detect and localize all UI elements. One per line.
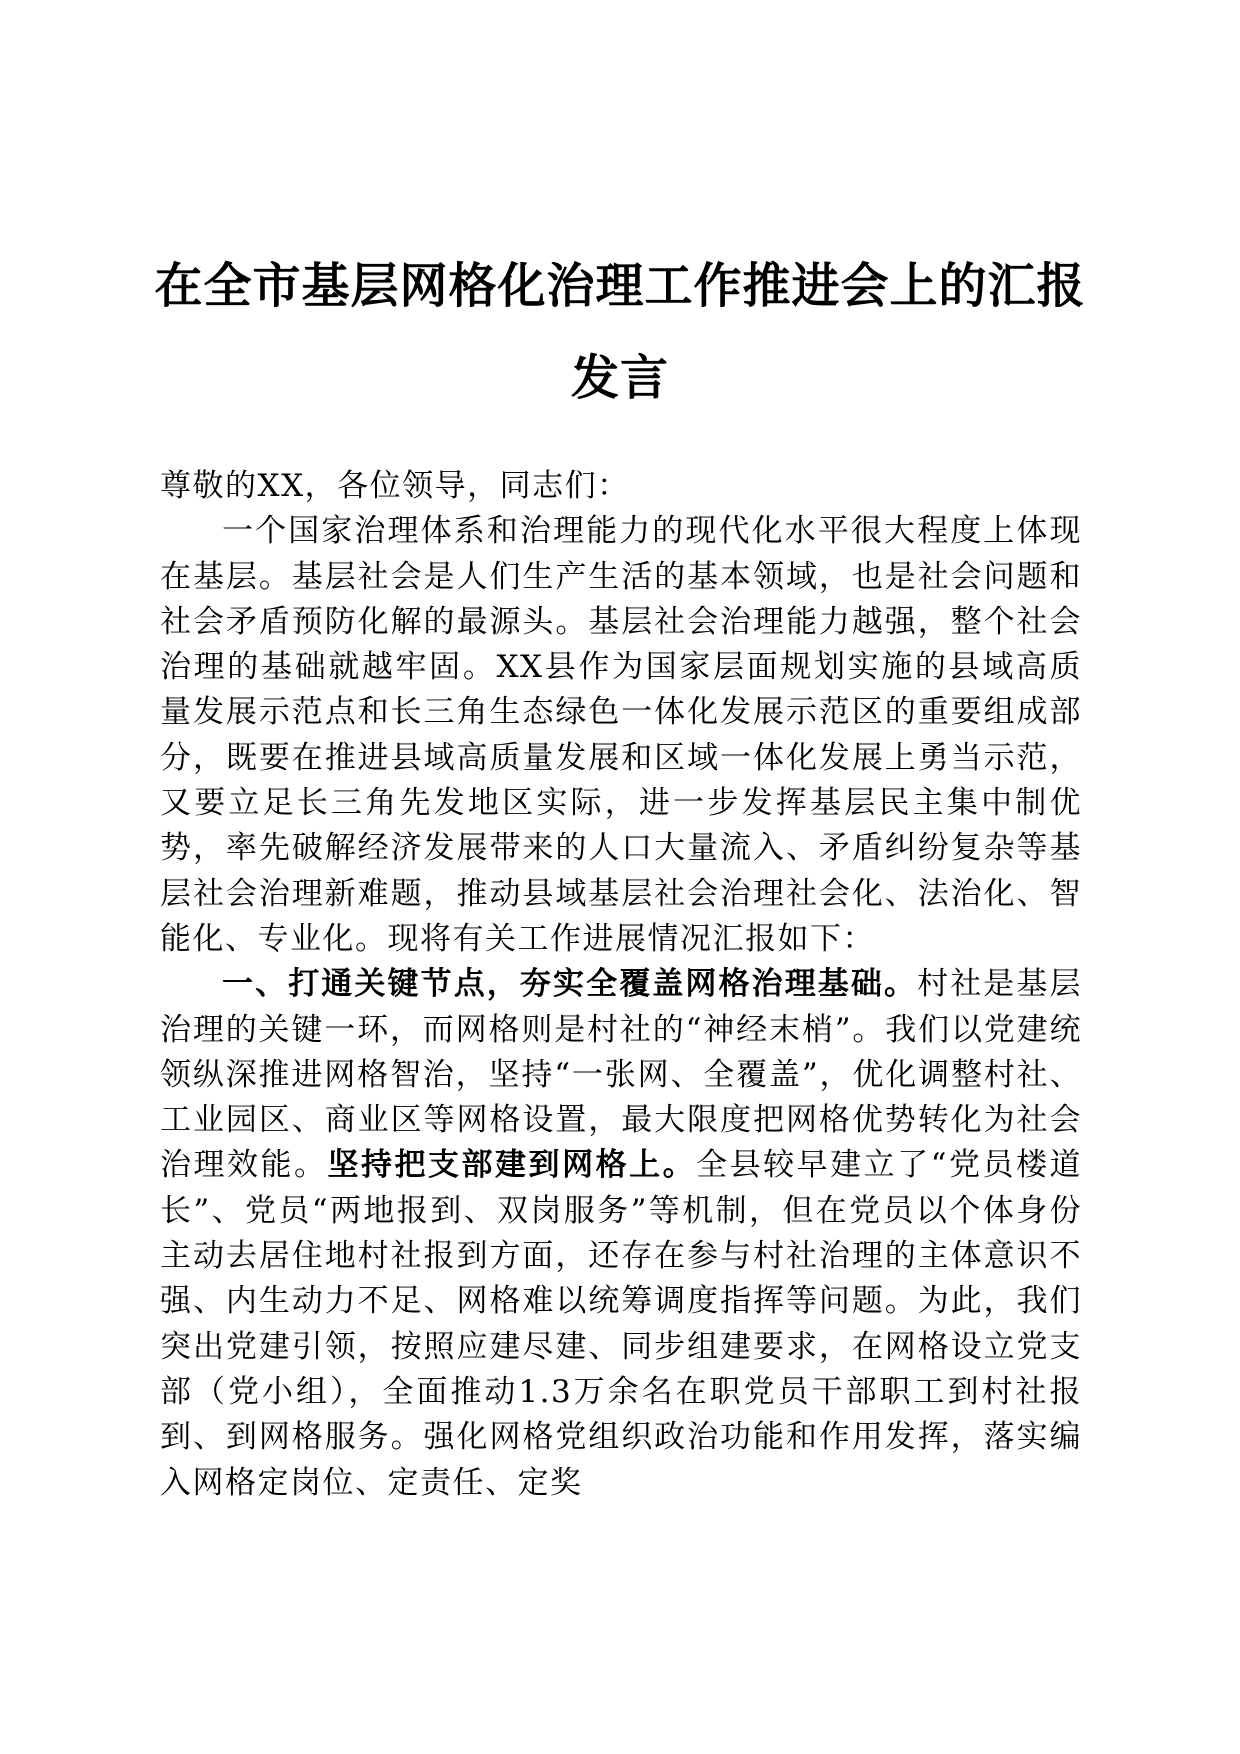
section-1-intro: 村社是基层治理的关键一环，而网格则是村社的“神经末梢”。我们以党建统领纵深推进网格智治，坚持“一张网、全覆盖”，优化调整村社、工业园区、商业区等网格设置，最大限度把网格优势转化为社会治理效能。 <box>160 966 1083 1184</box>
document-title: 在全市基层网格化治理工作推进会上的汇报发言 <box>154 258 1086 406</box>
section-1-heading: 一、打通关键节点，夯实全覆盖网格治理基础。 <box>222 966 918 1003</box>
document-body <box>160 464 1082 1506</box>
section-1-subheading: 坚持把支部建到网格上。 <box>327 1147 697 1184</box>
paragraph-intro: 一个国家治理体系和治理能力的现代化水平很大程度上体现在基层。基层社会是人们生产生活的基本领域，也是社会问题和社会矛盾预防化解的最源头。基层社会治理能力越强，整个社会治理的基础就越牢固。XX县作为国家层面规划实施的县域高质量发展示范点和长三角生态绿色一体化发展示范区的重要组成部分，既要在推进县域高质量发展和区域一体化发展上勇当示范，又要立足长三角先发地区实际，进一步发挥基层民主集中制优势，率先破解经济发展带来的人口大量流入、矛盾纠纷复杂等基层社会治理新难题，推动县域基层社会治理社会化、法治化、智能化、专业化。现将有关工作进展情况汇报如下： <box>160 513 1082 957</box>
section-1-detail: 全县较早建立了“党员楼道长”、党员“两地报到、双岗服务”等机制，但在党员以个体身份主动去居住地村社报到方面，还存在参与村社治理的主体意识不强、内生动力不足、网格难以统筹调度指挥等问题。为此，我们突出党建引领，按照应建尽建、同步组建要求，在网格设立党支部（党小组），全面推动1.3万余名在职党员干部职工到村社报到、到网格服务。强化网格党组织政治功能和作用发挥，落实编入网格定岗位、定责任、定奖 <box>160 1147 1082 1501</box>
salutation: 尊敬的XX，各位领导，同志们： <box>160 468 630 504</box>
paragraph-section-1 <box>160 962 1082 1506</box>
